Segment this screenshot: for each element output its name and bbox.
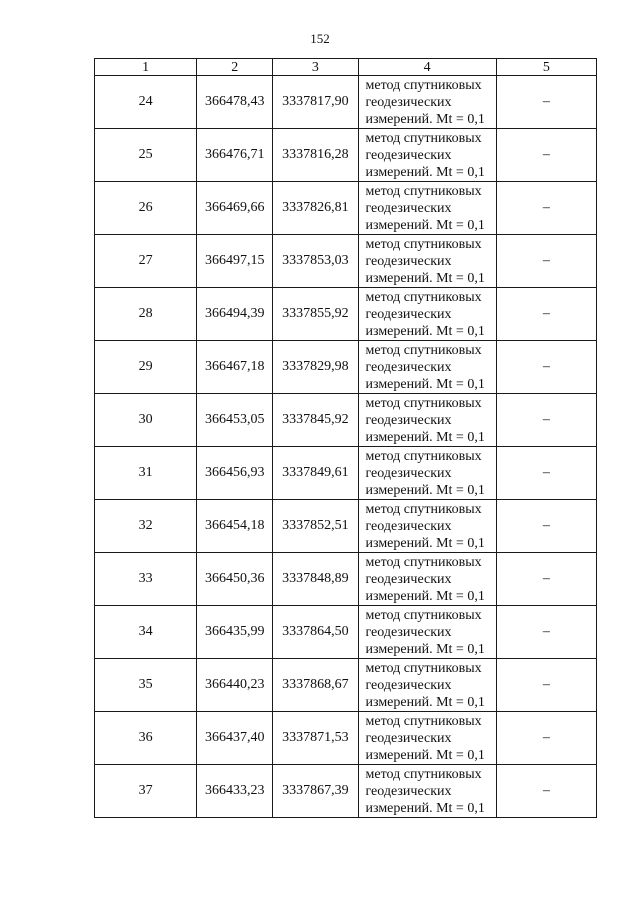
method-line: метод спутниковых: [365, 554, 482, 570]
y-coordinate-cell: 3337855,92: [273, 288, 358, 341]
note-cell: –: [496, 235, 596, 288]
method-line: метод спутниковых: [365, 766, 482, 782]
y-coordinate-cell: 3337867,39: [273, 765, 358, 818]
y-coordinate-cell: 3337817,90: [273, 76, 358, 129]
x-coordinate-cell: 366437,40: [197, 712, 273, 765]
column-header-2: 2: [197, 59, 273, 76]
note-cell: –: [496, 712, 596, 765]
x-coordinate-cell: 366456,93: [197, 447, 273, 500]
table-row: [95, 394, 597, 447]
method-line: геодезических: [365, 359, 452, 375]
method-line: геодезических: [365, 147, 452, 163]
method-line: измерений. Mt = 0,1: [365, 641, 485, 657]
table-row: [95, 765, 597, 818]
table-row: [95, 500, 597, 553]
method-line: измерений. Mt = 0,1: [365, 747, 485, 763]
method-cell: [358, 288, 496, 341]
table-header: [95, 59, 597, 76]
method-line: метод спутниковых: [365, 130, 482, 146]
y-coordinate-cell: 3337852,51: [273, 500, 358, 553]
method-cell: [358, 76, 496, 129]
method-line: измерений. Mt = 0,1: [365, 535, 485, 551]
note-cell: –: [496, 659, 596, 712]
method-cell: [358, 659, 496, 712]
method-line: измерений. Mt = 0,1: [365, 111, 485, 127]
method-line: геодезических: [365, 571, 452, 587]
y-coordinate-cell: 3337849,61: [273, 447, 358, 500]
method-line: геодезических: [365, 465, 452, 481]
table-row: [95, 235, 597, 288]
x-coordinate-cell: 366454,18: [197, 500, 273, 553]
note-cell: –: [496, 606, 596, 659]
x-coordinate-cell: 366453,05: [197, 394, 273, 447]
x-coordinate-cell: 366433,23: [197, 765, 273, 818]
table-row: [95, 182, 597, 235]
method-line: метод спутниковых: [365, 448, 482, 464]
x-coordinate-cell: 366469,66: [197, 182, 273, 235]
method-line: метод спутниковых: [365, 289, 482, 305]
column-header-4: 4: [358, 59, 496, 76]
point-number-cell: 37: [95, 765, 197, 818]
point-number-cell: 30: [95, 394, 197, 447]
method-cell: [358, 553, 496, 606]
method-line: геодезических: [365, 730, 452, 746]
method-cell: [358, 182, 496, 235]
method-line: геодезических: [365, 677, 452, 693]
point-number-cell: 34: [95, 606, 197, 659]
method-line: измерений. Mt = 0,1: [365, 323, 485, 339]
table-row: [95, 288, 597, 341]
y-coordinate-cell: 3337829,98: [273, 341, 358, 394]
column-header-3: 3: [273, 59, 358, 76]
point-number-cell: 31: [95, 447, 197, 500]
point-number-cell: 35: [95, 659, 197, 712]
method-line: геодезических: [365, 253, 452, 269]
method-line: метод спутниковых: [365, 77, 482, 93]
note-cell: –: [496, 288, 596, 341]
x-coordinate-cell: 366440,23: [197, 659, 273, 712]
note-cell: –: [496, 447, 596, 500]
method-cell: [358, 394, 496, 447]
note-cell: –: [496, 129, 596, 182]
x-coordinate-cell: 366494,39: [197, 288, 273, 341]
y-coordinate-cell: 3337853,03: [273, 235, 358, 288]
point-number-cell: 28: [95, 288, 197, 341]
method-line: измерений. Mt = 0,1: [365, 588, 485, 604]
method-cell: [358, 235, 496, 288]
method-line: геодезических: [365, 306, 452, 322]
method-line: метод спутниковых: [365, 395, 482, 411]
x-coordinate-cell: 366435,99: [197, 606, 273, 659]
point-number-cell: 27: [95, 235, 197, 288]
table-row: [95, 712, 597, 765]
method-line: метод спутниковых: [365, 660, 482, 676]
x-coordinate-cell: 366476,71: [197, 129, 273, 182]
x-coordinate-cell: 366478,43: [197, 76, 273, 129]
coordinates-table: [94, 58, 597, 818]
method-line: измерений. Mt = 0,1: [365, 694, 485, 710]
method-line: метод спутниковых: [365, 236, 482, 252]
method-line: геодезических: [365, 94, 452, 110]
x-coordinate-cell: 366497,15: [197, 235, 273, 288]
point-number-cell: 29: [95, 341, 197, 394]
method-line: метод спутниковых: [365, 183, 482, 199]
method-line: геодезических: [365, 412, 452, 428]
method-cell: [358, 129, 496, 182]
method-line: измерений. Mt = 0,1: [365, 482, 485, 498]
y-coordinate-cell: 3337868,67: [273, 659, 358, 712]
y-coordinate-cell: 3337826,81: [273, 182, 358, 235]
note-cell: –: [496, 553, 596, 606]
method-line: геодезических: [365, 624, 452, 640]
table-row: [95, 447, 597, 500]
note-cell: –: [496, 76, 596, 129]
method-line: измерений. Mt = 0,1: [365, 376, 485, 392]
header-row: [95, 59, 597, 76]
method-cell: [358, 500, 496, 553]
method-line: измерений. Mt = 0,1: [365, 800, 485, 816]
method-cell: [358, 341, 496, 394]
method-cell: [358, 447, 496, 500]
method-line: измерений. Mt = 0,1: [365, 429, 485, 445]
method-cell: [358, 606, 496, 659]
x-coordinate-cell: 366467,18: [197, 341, 273, 394]
method-line: измерений. Mt = 0,1: [365, 164, 485, 180]
note-cell: –: [496, 765, 596, 818]
point-number-cell: 33: [95, 553, 197, 606]
x-coordinate-cell: 366450,36: [197, 553, 273, 606]
table-row: [95, 606, 597, 659]
point-number-cell: 32: [95, 500, 197, 553]
method-line: измерений. Mt = 0,1: [365, 217, 485, 233]
y-coordinate-cell: 3337848,89: [273, 553, 358, 606]
page-number: 152: [310, 31, 330, 46]
table-row: [95, 553, 597, 606]
column-header-5: 5: [496, 59, 596, 76]
y-coordinate-cell: 3337816,28: [273, 129, 358, 182]
point-number-cell: 26: [95, 182, 197, 235]
point-number-cell: 24: [95, 76, 197, 129]
method-line: измерений. Mt = 0,1: [365, 270, 485, 286]
table-row: [95, 341, 597, 394]
table-row: [95, 129, 597, 182]
table-row: [95, 76, 597, 129]
note-cell: –: [496, 182, 596, 235]
method-line: метод спутниковых: [365, 713, 482, 729]
method-line: метод спутниковых: [365, 342, 482, 358]
method-line: метод спутниковых: [365, 501, 482, 517]
note-cell: –: [496, 394, 596, 447]
point-number-cell: 25: [95, 129, 197, 182]
y-coordinate-cell: 3337845,92: [273, 394, 358, 447]
method-cell: [358, 712, 496, 765]
method-line: геодезических: [365, 200, 452, 216]
table-body: [95, 76, 597, 818]
method-line: геодезических: [365, 783, 452, 799]
y-coordinate-cell: 3337864,50: [273, 606, 358, 659]
method-line: геодезических: [365, 518, 452, 534]
note-cell: –: [496, 500, 596, 553]
point-number-cell: 36: [95, 712, 197, 765]
note-cell: –: [496, 341, 596, 394]
column-header-1: 1: [95, 59, 197, 76]
y-coordinate-cell: 3337871,53: [273, 712, 358, 765]
method-cell: [358, 765, 496, 818]
table-row: [95, 659, 597, 712]
method-line: метод спутниковых: [365, 607, 482, 623]
